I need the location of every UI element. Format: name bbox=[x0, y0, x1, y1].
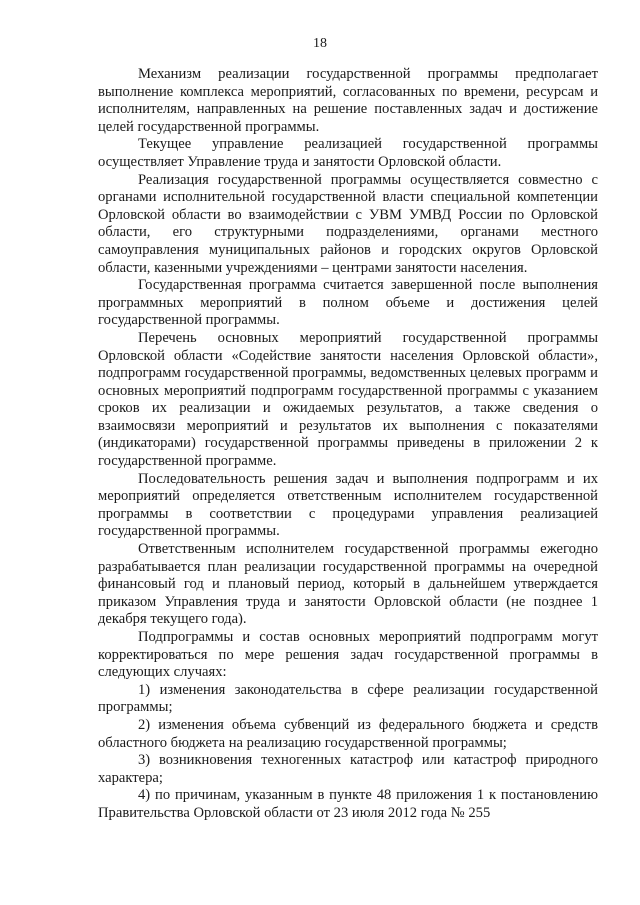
list-item-3: 3) возникновения техногенных катастроф или катастроф природного характера; bbox=[98, 752, 598, 786]
paragraph-mechanism: Механизм реализации государственной программы предполагает выполнение комплекса мероприятий, согласованных по времени, ресурсам и исполнителям, направленных на решение поставленных задач и достижение целей государственной программы. bbox=[98, 66, 598, 135]
page-number: 18 bbox=[313, 36, 327, 51]
paragraph-current-management: Текущее управление реализацией государственной программы осуществляет Управление труда и занятости Орловской области. bbox=[98, 136, 598, 170]
paragraph-annual-plan: Ответственным исполнителем государственной программы ежегодно разрабатывается план реализации государственной программы на очередной финансовый год и плановый период, который в дальнейшем утверждается приказом Управления труда и занятости Орловской области (не позднее 1 декабря текущего года). bbox=[98, 541, 598, 628]
paragraph-completion: Государственная программа считается завершенной после выполнения программных мероприятий в полном объеме и достижения целей государственной программы. bbox=[98, 277, 598, 329]
paragraph-adjustment-cases: Подпрограммы и состав основных мероприятий подпрограмм могут корректироваться по мере решения задач государственной программы в следующих случаях: bbox=[98, 629, 598, 681]
paragraph-joint-implementation: Реализация государственной программы осуществляется совместно с органами исполнительной государственной власти специальной компетенции Орловской области во взаимодействии с УВМ УМВД России по Орловской области, его структурными подразделениями, органами местного самоуправления муниципальных районов и городских округов Орловской области, казенными учреждениями – центрами занятости населения. bbox=[98, 171, 598, 276]
list-item-4: 4) по причинам, указанным в пункте 48 приложения 1 к постановлению Правительства Орловской области от 23 июля 2012 года № 255 bbox=[98, 787, 598, 821]
paragraph-activity-list: Перечень основных мероприятий государственной программы Орловской области «Содействие занятости населения Орловской области», подпрограмм государственной программы, ведомственных целевых программ и основных мероприятий подпрограмм государственной программы с указанием сроков их реализации и ожидаемых результатов, а также сведения о взаимосвязи мероприятий и результатов их выполнения с показателями (индикаторами) государственной программы приведены в приложении 2 к государственной программе. bbox=[98, 329, 598, 470]
list-item-2: 2) изменения объема субвенций из федерального бюджета и средств областного бюджета на реализацию государственной программы; bbox=[98, 716, 598, 751]
paragraph-sequence: Последовательность решения задач и выполнения подпрограмм и их мероприятий определяется ответственным исполнителем государственной программы в соответствии с процедурами управления реализацией государственной программы. bbox=[98, 470, 598, 540]
document-body bbox=[98, 66, 598, 823]
list-item-1: 1) изменения законодательства в сфере реализации государственной программы; bbox=[98, 681, 598, 716]
